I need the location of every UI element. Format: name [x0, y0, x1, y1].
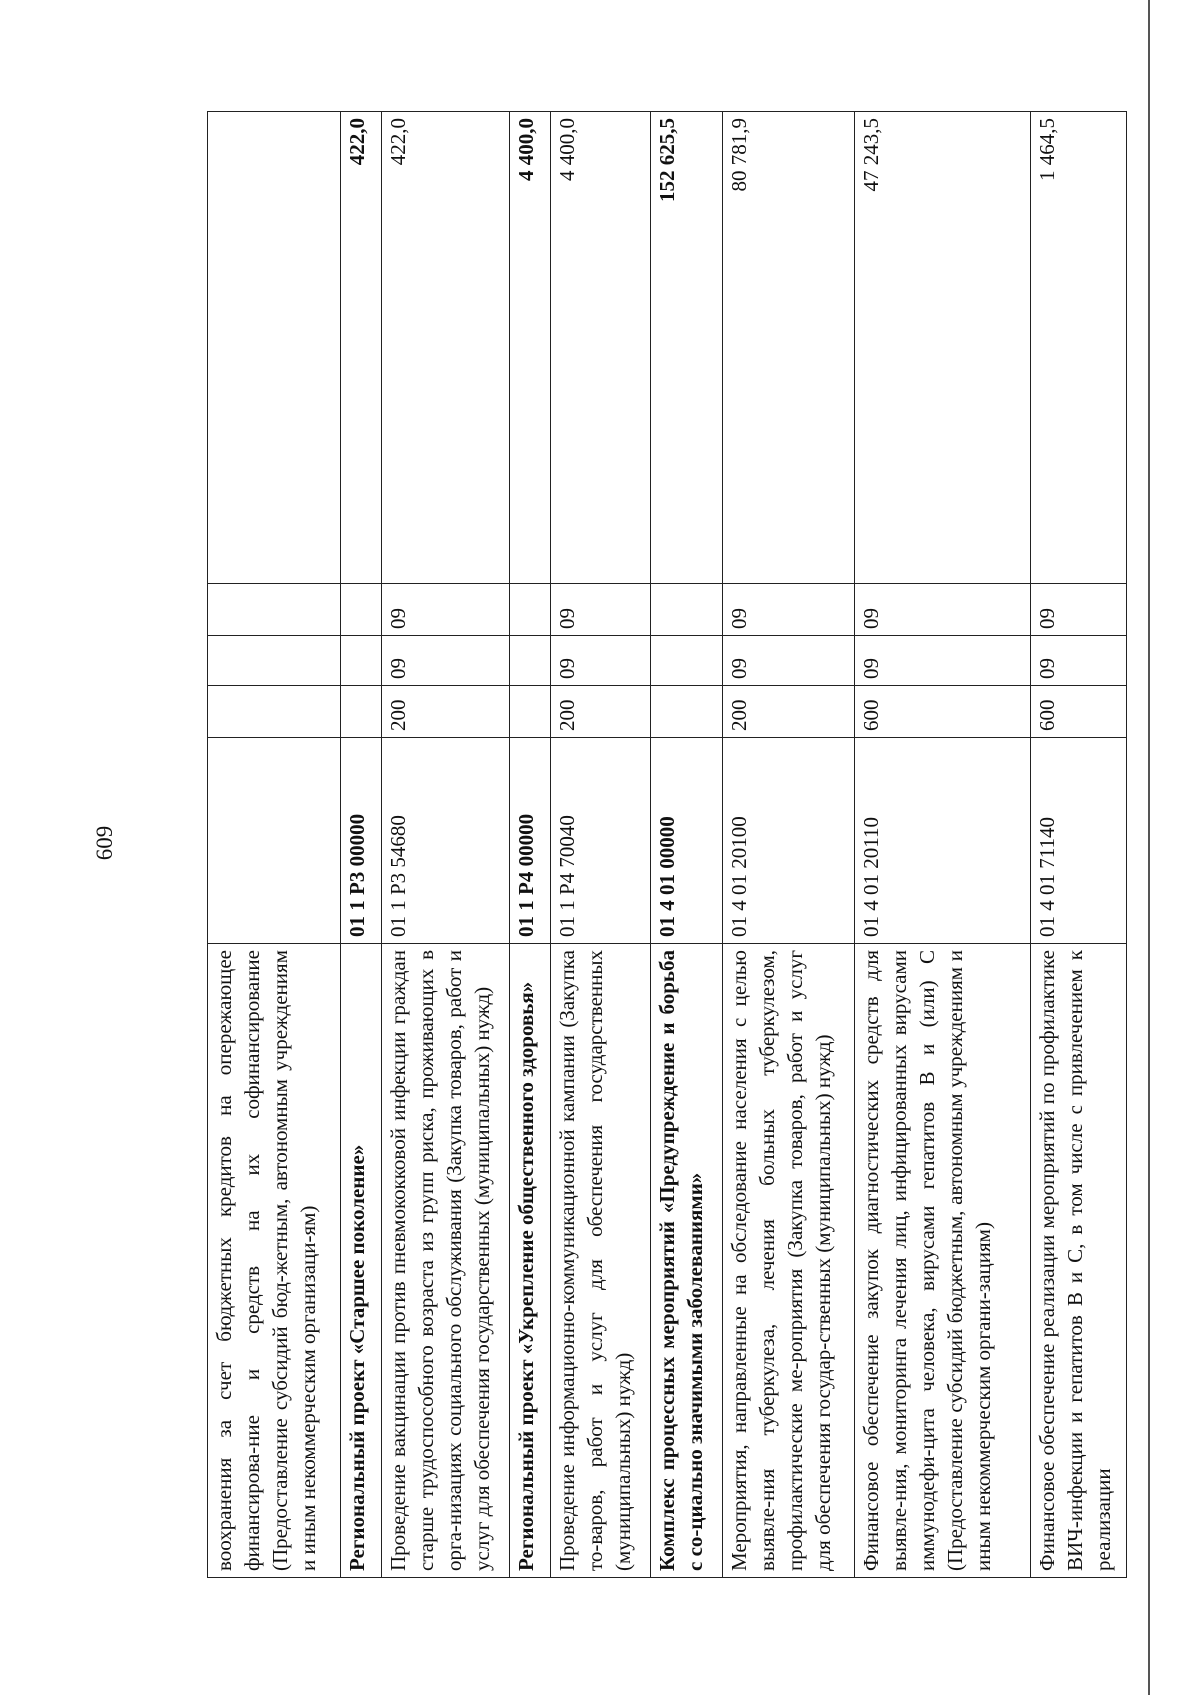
row-description: воохранения за счет бюджетных кредитов на опережающее финансирова-ние и средств на их софинансирование (Предоставление субсидий бюд-жетным, автономным учреждениям и иным некоммерческим организаци-ям) [208, 944, 341, 1578]
table-row [651, 112, 722, 1578]
section-code [651, 636, 722, 686]
amount-value: 80 781,9 [722, 112, 855, 584]
amount-value: 4 400,0 [551, 112, 651, 584]
amount-value [208, 112, 341, 584]
target-article-code: 01 1 Р3 54680 [381, 738, 510, 944]
expense-type-code: 200 [722, 686, 855, 738]
subsection-code [651, 584, 722, 636]
amount-value: 422,0 [340, 112, 381, 584]
page-number: 609 [92, 825, 117, 861]
amount-value: 152 625,5 [651, 112, 722, 584]
table-row [855, 112, 1031, 1578]
section-code: 09 [722, 636, 855, 686]
section-code [208, 636, 341, 686]
section-code [340, 636, 381, 686]
expense-type-code: 200 [551, 686, 651, 738]
row-description: Проведение информационно-коммуникационной кампании (Закупка то-варов, работ и услуг для обеспечения государственных (муниципальных) нужд) [551, 944, 651, 1578]
table-row [722, 112, 855, 1578]
table-row [340, 112, 381, 1578]
row-description: Финансовое обеспечение реализации мероприятий по профилактике ВИЧ-инфекции и гепатитов В и С, в том числе с привлечением к реализации [1030, 944, 1126, 1578]
expense-type-code: 200 [381, 686, 510, 738]
section-code: 09 [551, 636, 651, 686]
row-description: Проведение вакцинации против пневмококковой инфекции граждан старше трудоспособного возраста из групп риска, проживающих в орга-низациях социального обслуживания (Закупка товаров, работ и услуг для обеспечения государственных (муниципальных) нужд) [381, 944, 510, 1578]
subsection-code: 09 [1030, 584, 1126, 636]
table-row [1030, 112, 1126, 1578]
section-code: 09 [1030, 636, 1126, 686]
section-code: 09 [855, 636, 1031, 686]
target-article-code: 01 4 01 20100 [722, 738, 855, 944]
table-row [510, 112, 551, 1578]
subsection-code [208, 584, 341, 636]
target-article-code: 01 4 01 20110 [855, 738, 1031, 944]
target-article-code: 01 4 01 71140 [1030, 738, 1126, 944]
target-article-code: 01 1 Р3 00000 [340, 738, 381, 944]
subsection-code [340, 584, 381, 636]
row-description: Комплекс процессных мероприятий «Предупреждение и борьба с со-циально значимыми заболеваниями» [651, 944, 722, 1578]
section-code: 09 [381, 636, 510, 686]
target-article-code: 01 1 Р4 70040 [551, 738, 651, 944]
row-description: Финансовое обеспечение закупок диагностических средств для выявле-ния, мониторинга лечения лиц, инфицированных вирусами иммунодефи-цита человека, вирусами гепатитов В и (или) С (Предоставление субсидий бюджетным, автономным учреждениям и иным некоммерческим органи-зациям) [855, 944, 1031, 1578]
subsection-code: 09 [381, 584, 510, 636]
subsection-code: 09 [551, 584, 651, 636]
table-row [208, 112, 341, 1578]
budget-table-body [208, 112, 1127, 1578]
expense-type-code: 600 [855, 686, 1031, 738]
row-description: Региональный проект «Укрепление общественного здоровья» [510, 944, 551, 1578]
amount-value: 4 400,0 [510, 112, 551, 584]
target-article-code: 01 4 01 00000 [651, 738, 722, 944]
expense-type-code [340, 686, 381, 738]
subsection-code: 09 [722, 584, 855, 636]
table-row [551, 112, 651, 1578]
section-code [510, 636, 551, 686]
table-row [381, 112, 510, 1578]
target-article-code [208, 738, 341, 944]
row-description: Мероприятия, направленные на обследование населения с целью выявле-ния туберкулеза, лечения больных туберкулезом, профилактические ме-роприятия (Закупка товаров, работ и услуг для обеспечения государ-ственных (муниципальных) нужд) [722, 944, 855, 1578]
expense-type-code [510, 686, 551, 738]
expense-type-code [651, 686, 722, 738]
budget-table [207, 111, 1127, 1578]
subsection-code: 09 [855, 584, 1031, 636]
amount-value: 47 243,5 [855, 112, 1031, 584]
row-description: Региональный проект «Старшее поколение» [340, 944, 381, 1578]
amount-value: 1 464,5 [1030, 112, 1126, 584]
expense-type-code: 600 [1030, 686, 1126, 738]
target-article-code: 01 1 Р4 00000 [510, 738, 551, 944]
expense-type-code [208, 686, 341, 738]
amount-value: 422,0 [381, 112, 510, 584]
subsection-code [510, 584, 551, 636]
